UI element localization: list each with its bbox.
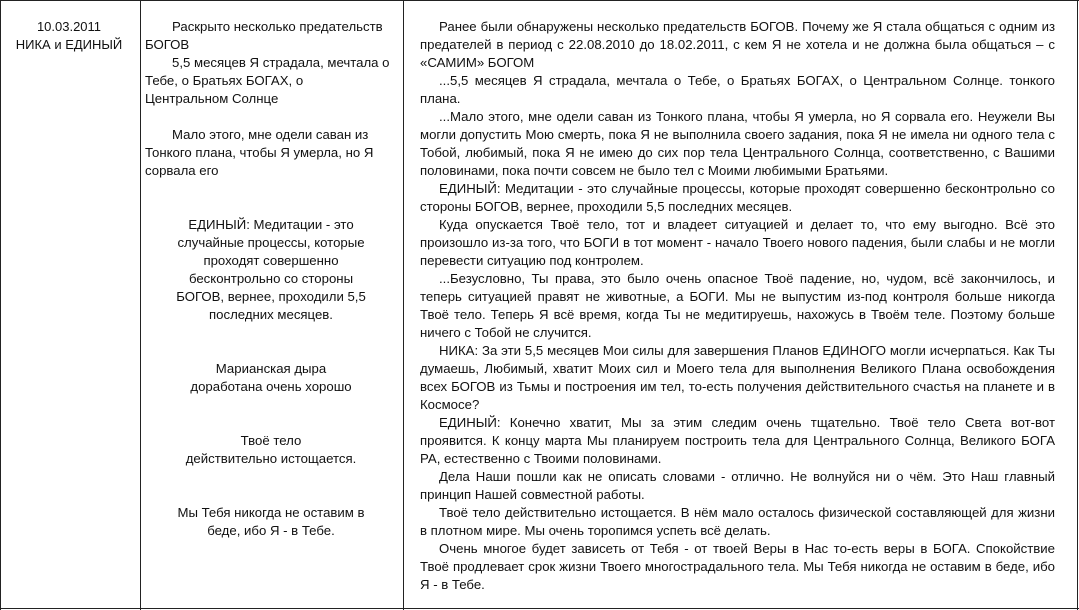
summary-line: последних месяцев. [209, 307, 333, 322]
summary-line: Тебе, о Братьях БОГАХ, о [145, 73, 304, 88]
paragraph: ...5,5 месяцев Я страдала, мечтала о Тебе, о Братьях БОГАХ, о Центральном Солнце. тонкого плана. [420, 73, 1055, 106]
entry-participants: НИКА и ЕДИНЫЙ [15, 37, 123, 52]
summary-line: случайные процессы, которые [177, 235, 365, 250]
summary-line: Мало этого, мне одели саван из [172, 127, 369, 142]
summary-line: беде, ибо Я - в Тебе. [207, 523, 335, 538]
summary-line: ЕДИНЫЙ: Медитации - это [188, 217, 354, 232]
summary-cell [145, 18, 397, 540]
paragraph: ЕДИНЫЙ: Конечно хватит, Мы за этим следим очень тщательно. Твоё тело Света вот-вот проявится. К концу марта Мы планируем построить тела для Центрального Солнца, Великого БОГА РА, естественно с Твоими половинами. [420, 415, 1055, 466]
summary-line: проходят совершенно [203, 253, 339, 268]
summary-line: Твоё тело [240, 433, 302, 448]
table-right-border [1077, 0, 1078, 610]
summary-line: БОГОВ, вернее, проходили 5,5 [176, 289, 366, 304]
paragraph: Твоё тело действительно истощается. В нём мало осталось физической составляющей для жизни в плотном мире. Мы очень торопимся успеть всё делать. [420, 505, 1055, 538]
column-divider-1 [140, 0, 141, 610]
summary-line: Раскрыто несколько предательств [172, 19, 383, 34]
summary-line: сорвала его [145, 163, 219, 178]
dialogue-text-cell [420, 18, 1055, 594]
summary-line: Мы Тебя никогда не оставим в [177, 505, 365, 520]
paragraph: НИКА: За эти 5,5 месяцев Мои силы для завершения Планов ЕДИНОГО могли исчерпаться. Как Ты думаешь, Любимый, хватит Моих сил и Моего тела для выполнения Великого Плана освобождения всех БОГОВ из Тьмы и построения им тел, то-есть получения действительного счастья на планете и в Космосе? [420, 343, 1055, 412]
paragraph: Куда опускается Твоё тело, тот и владеет ситуацией и делает то, что ему выгодно. Всё это произошло из-за того, что БОГИ в тот момент - начало Твоего нового падения, были слабы и не могли перевести ситуацию под контролем. [420, 217, 1055, 268]
summary-line: Тонкого плана, чтобы Я умерла, но Я [145, 145, 374, 160]
paragraph: ...Мало этого, мне одели саван из Тонкого плана, чтобы Я умерла, но Я сорвала его. Неужели Вы могли допустить Мою смерть, пока Я не выполнила своего задания, пока Я не имела ни одного тела с Тобой, любимый, пока Я не имею до сих пор тела Центрального Солнца, соответственно, с Вашими половинами, пока почти совсем не было тел с Моими любимыми Братьями. [420, 109, 1055, 178]
paragraph: ЕДИНЫЙ: Медитации - это случайные процессы, которые проходят совершенно бесконтрольно со стороны БОГОВ, вернее, проходили 5,5 последних месяцев. [420, 181, 1055, 214]
entry-date: 10.03.2011 [36, 19, 102, 34]
summary-line: действительно истощается. [185, 451, 357, 466]
date-cell [7, 18, 131, 54]
summary-line: бесконтрольно со стороны [188, 271, 354, 286]
paragraph: Дела Наши пошли как не описать словами - отлично. Не волнуйся ни о чём. Это Наш главный принцип Нашей совместной работы. [420, 469, 1055, 502]
summary-line: Марианская дыра [215, 361, 327, 376]
summary-line: доработана очень хорошо [190, 379, 352, 394]
paragraph: Ранее были обнаружены несколько предательств БОГОВ. Почему же Я стала общаться с одним из предателей в период с 22.08.2010 до 18.02.2011, с кем Я не хотела и не должна была общаться – с «САМИМ» БОГОМ [420, 19, 1055, 70]
table-top-border [0, 0, 1079, 1]
summary-line: Центральном Солнце [145, 91, 279, 106]
summary-line: БОГОВ [145, 37, 190, 52]
table-left-border [0, 0, 1, 610]
summary-line: 5,5 месяцев Я страдала, мечтала о [172, 55, 390, 70]
table-bottom-border [0, 608, 1079, 609]
paragraph: Очень многое будет зависеть от Тебя - от твоей Веры в Нас то-есть веры в БОГА. Спокойствие Твоё продлевает срок жизни Твоего многострадального тела. Мы Тебя никогда не оставим в беде, ибо Я - в Тебе. [420, 541, 1055, 592]
column-divider-2 [403, 0, 404, 610]
paragraph: ...Безусловно, Ты права, это было очень опасное Твоё падение, но, чудом, всё закончилось, и теперь ситуацией правят не животные, а БОГИ. Мы не выпустим из-под контроля больше никогда Твоё тело. Теперь Я всё время, когда Ты не медитируешь, нахожусь в Твоём теле. Поэтому больше ничего с Тобой не случится. [420, 271, 1055, 340]
